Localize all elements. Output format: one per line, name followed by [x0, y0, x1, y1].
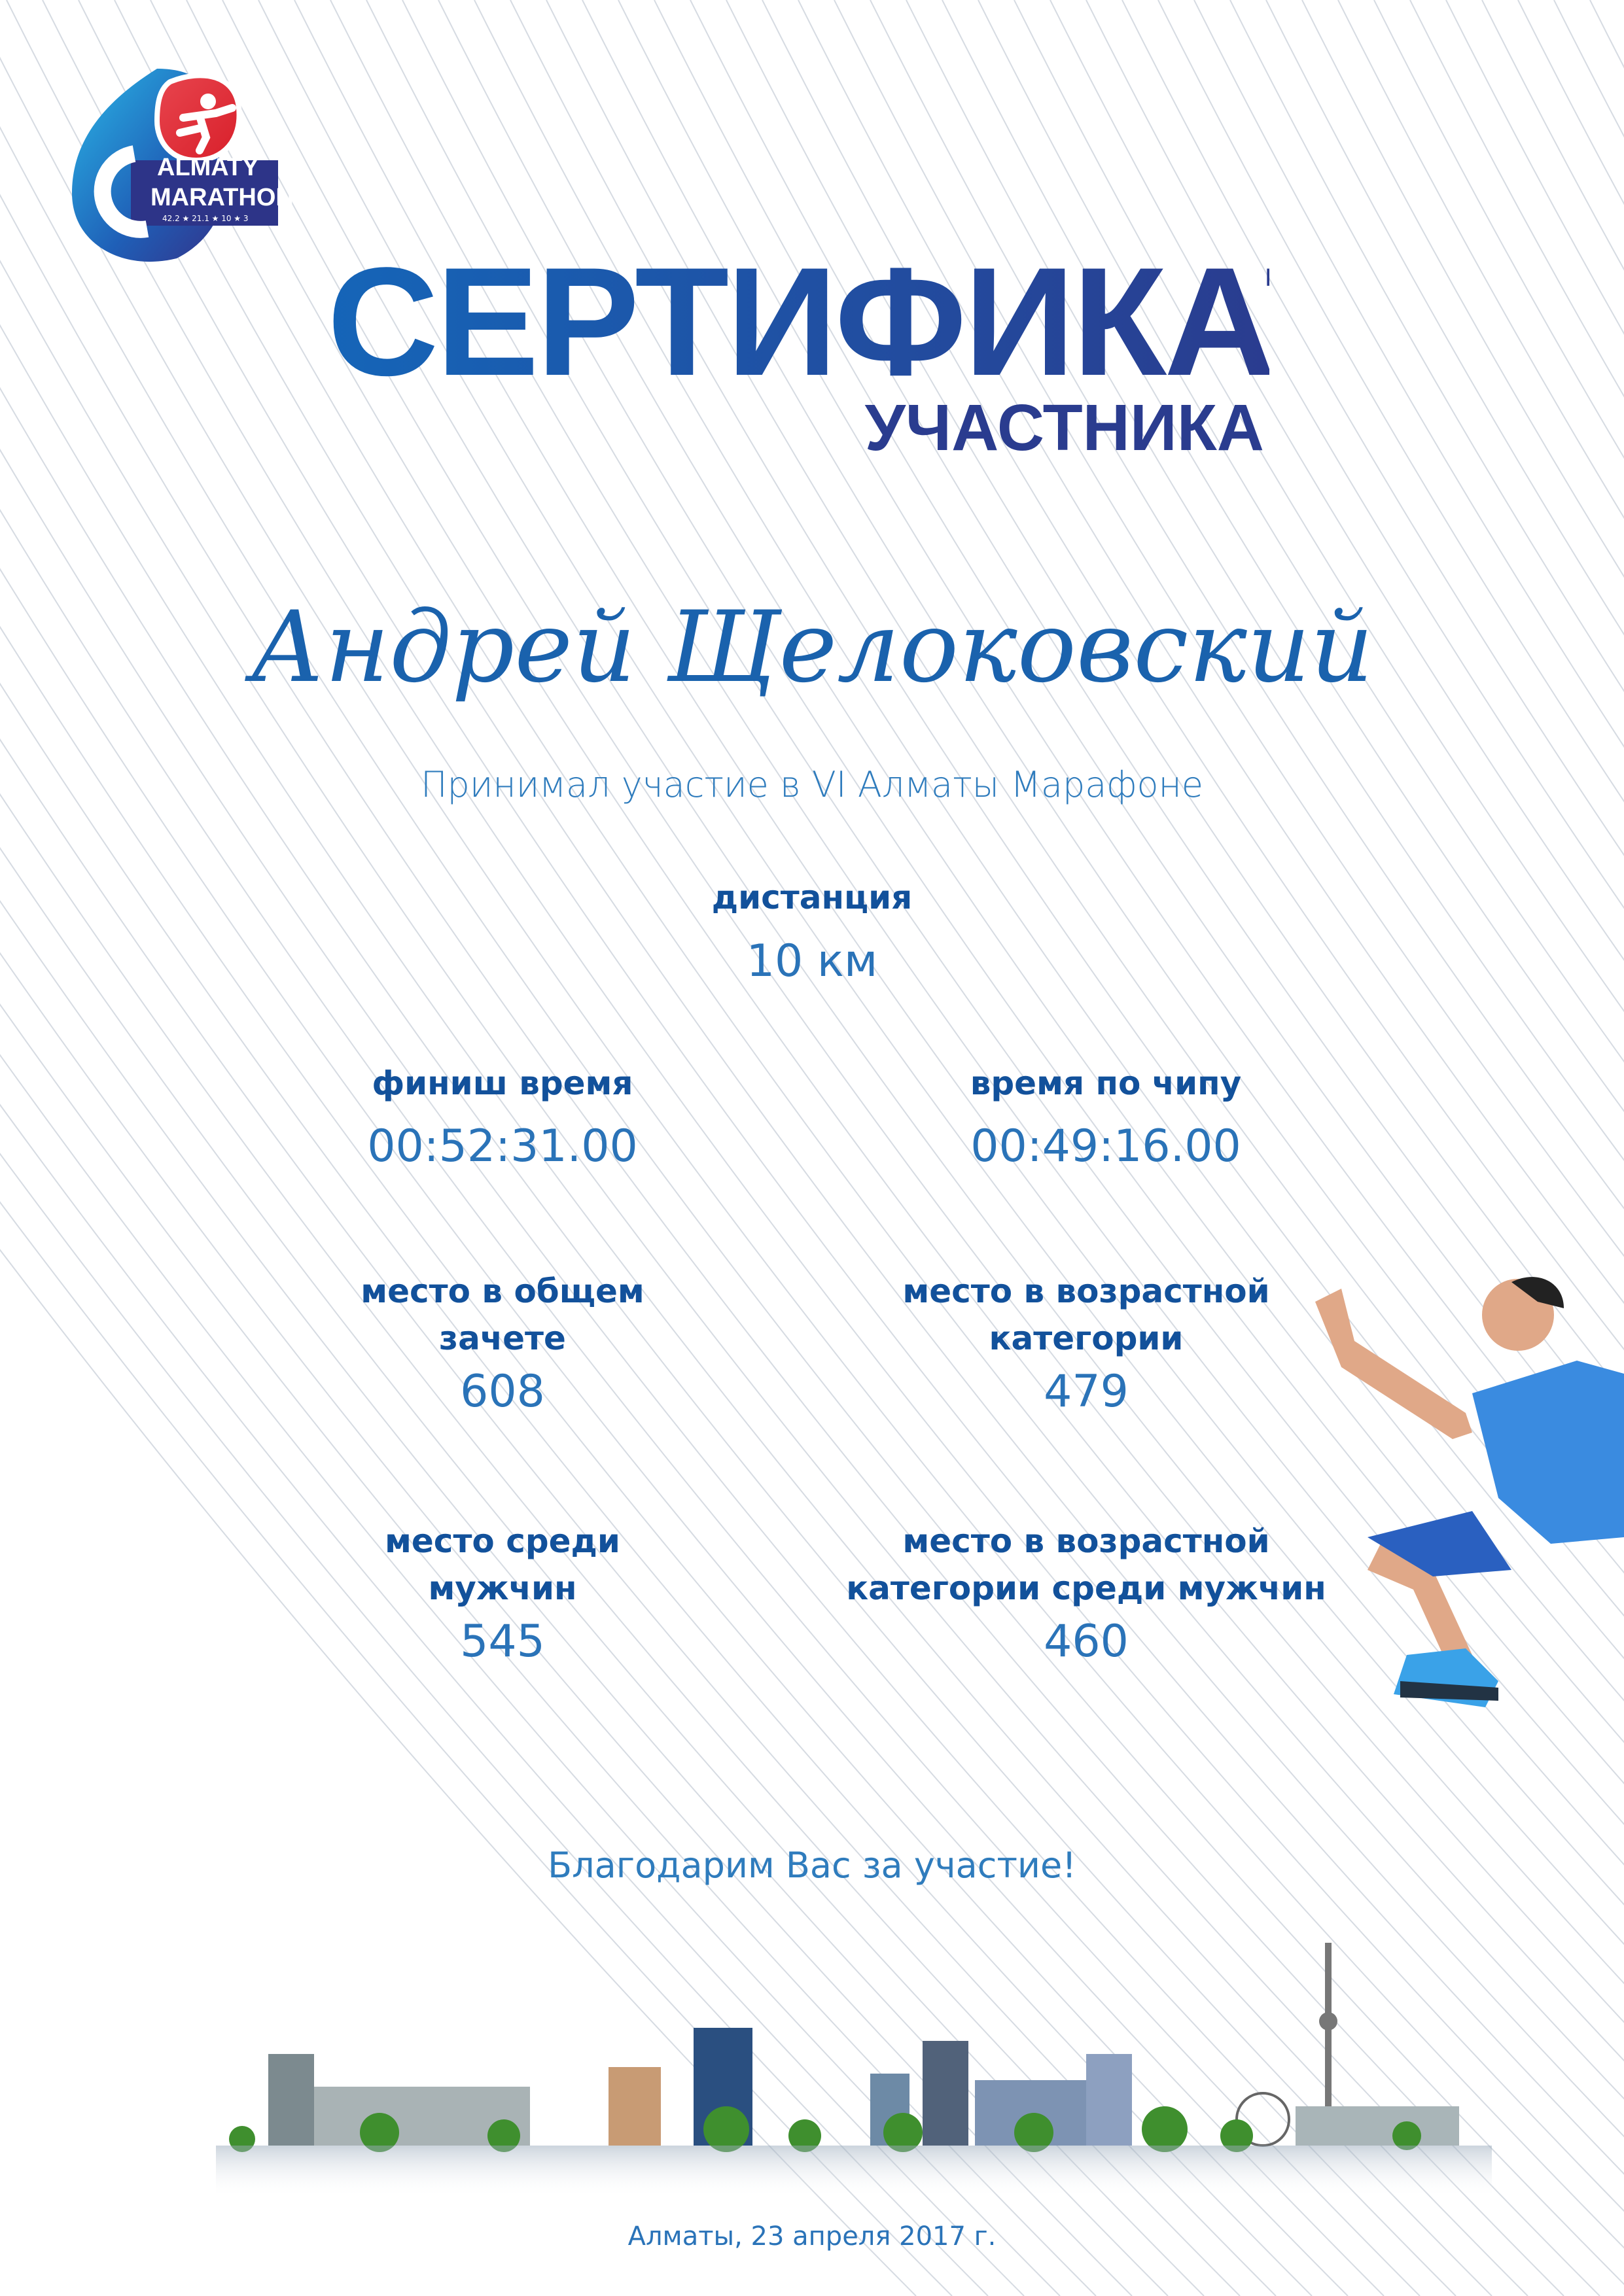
chip-time-value: 00:49:16.00 — [970, 1121, 1241, 1172]
city-skyline-illustration — [216, 1930, 1492, 2204]
overall-place-label-2: зачете — [439, 1319, 566, 1357]
background-line — [1554, 0, 1624, 2296]
logo-line1: ALMATY — [157, 154, 259, 181]
certificate-subtitle: УЧАСТНИКА — [864, 391, 1264, 464]
male-place-block — [241, 1518, 764, 1667]
chip-time-label: время по чипу — [970, 1064, 1242, 1102]
logo-line2: MARATHON — [150, 184, 294, 211]
age-place-label-2: категории — [989, 1319, 1184, 1357]
participation-text: Принимал участие в VI Алматы Марафоне — [420, 764, 1204, 805]
male-place-value: 545 — [460, 1616, 545, 1667]
overall-place-value: 608 — [460, 1366, 545, 1418]
background-line — [1482, 0, 1624, 2296]
age-male-place-label-2: категории среди мужчин — [846, 1569, 1326, 1607]
finish-time-label: финиш время — [372, 1064, 633, 1102]
distance-value: 10 км — [746, 935, 878, 987]
runner-illustration — [1302, 1262, 1624, 1792]
certificate-title: СЕРТИФИКАТ — [327, 235, 1357, 408]
age-place-block — [844, 1268, 1368, 1418]
participant-name: Андрей Щелоковский — [250, 591, 1374, 704]
age-place-label-1: место в возрастной — [902, 1272, 1270, 1310]
date-place-text: Алматы, 23 апреля 2017 г. — [627, 2221, 997, 2252]
thanks-text: Благодарим Вас за участие! — [548, 1845, 1076, 1886]
age-male-place-label-1: место в возрастной — [902, 1522, 1270, 1560]
overall-place-label-1: место в общем — [361, 1272, 644, 1310]
age-place-value: 479 — [1044, 1366, 1129, 1418]
distance-label: дистанция — [711, 878, 913, 916]
male-place-label-1: место среди — [385, 1522, 620, 1560]
finish-time-value: 00:52:31.00 — [367, 1121, 638, 1172]
overall-place-block — [241, 1268, 764, 1418]
logo-distances: 42.2 ★ 21.1 ★ 10 ★ 3 — [162, 214, 249, 223]
male-place-label-2: мужчин — [428, 1569, 577, 1607]
almaty-marathon-logo — [65, 62, 294, 265]
age-male-place-block — [844, 1518, 1368, 1667]
age-male-place-value: 460 — [1044, 1616, 1129, 1667]
background-line — [1518, 0, 1624, 2296]
